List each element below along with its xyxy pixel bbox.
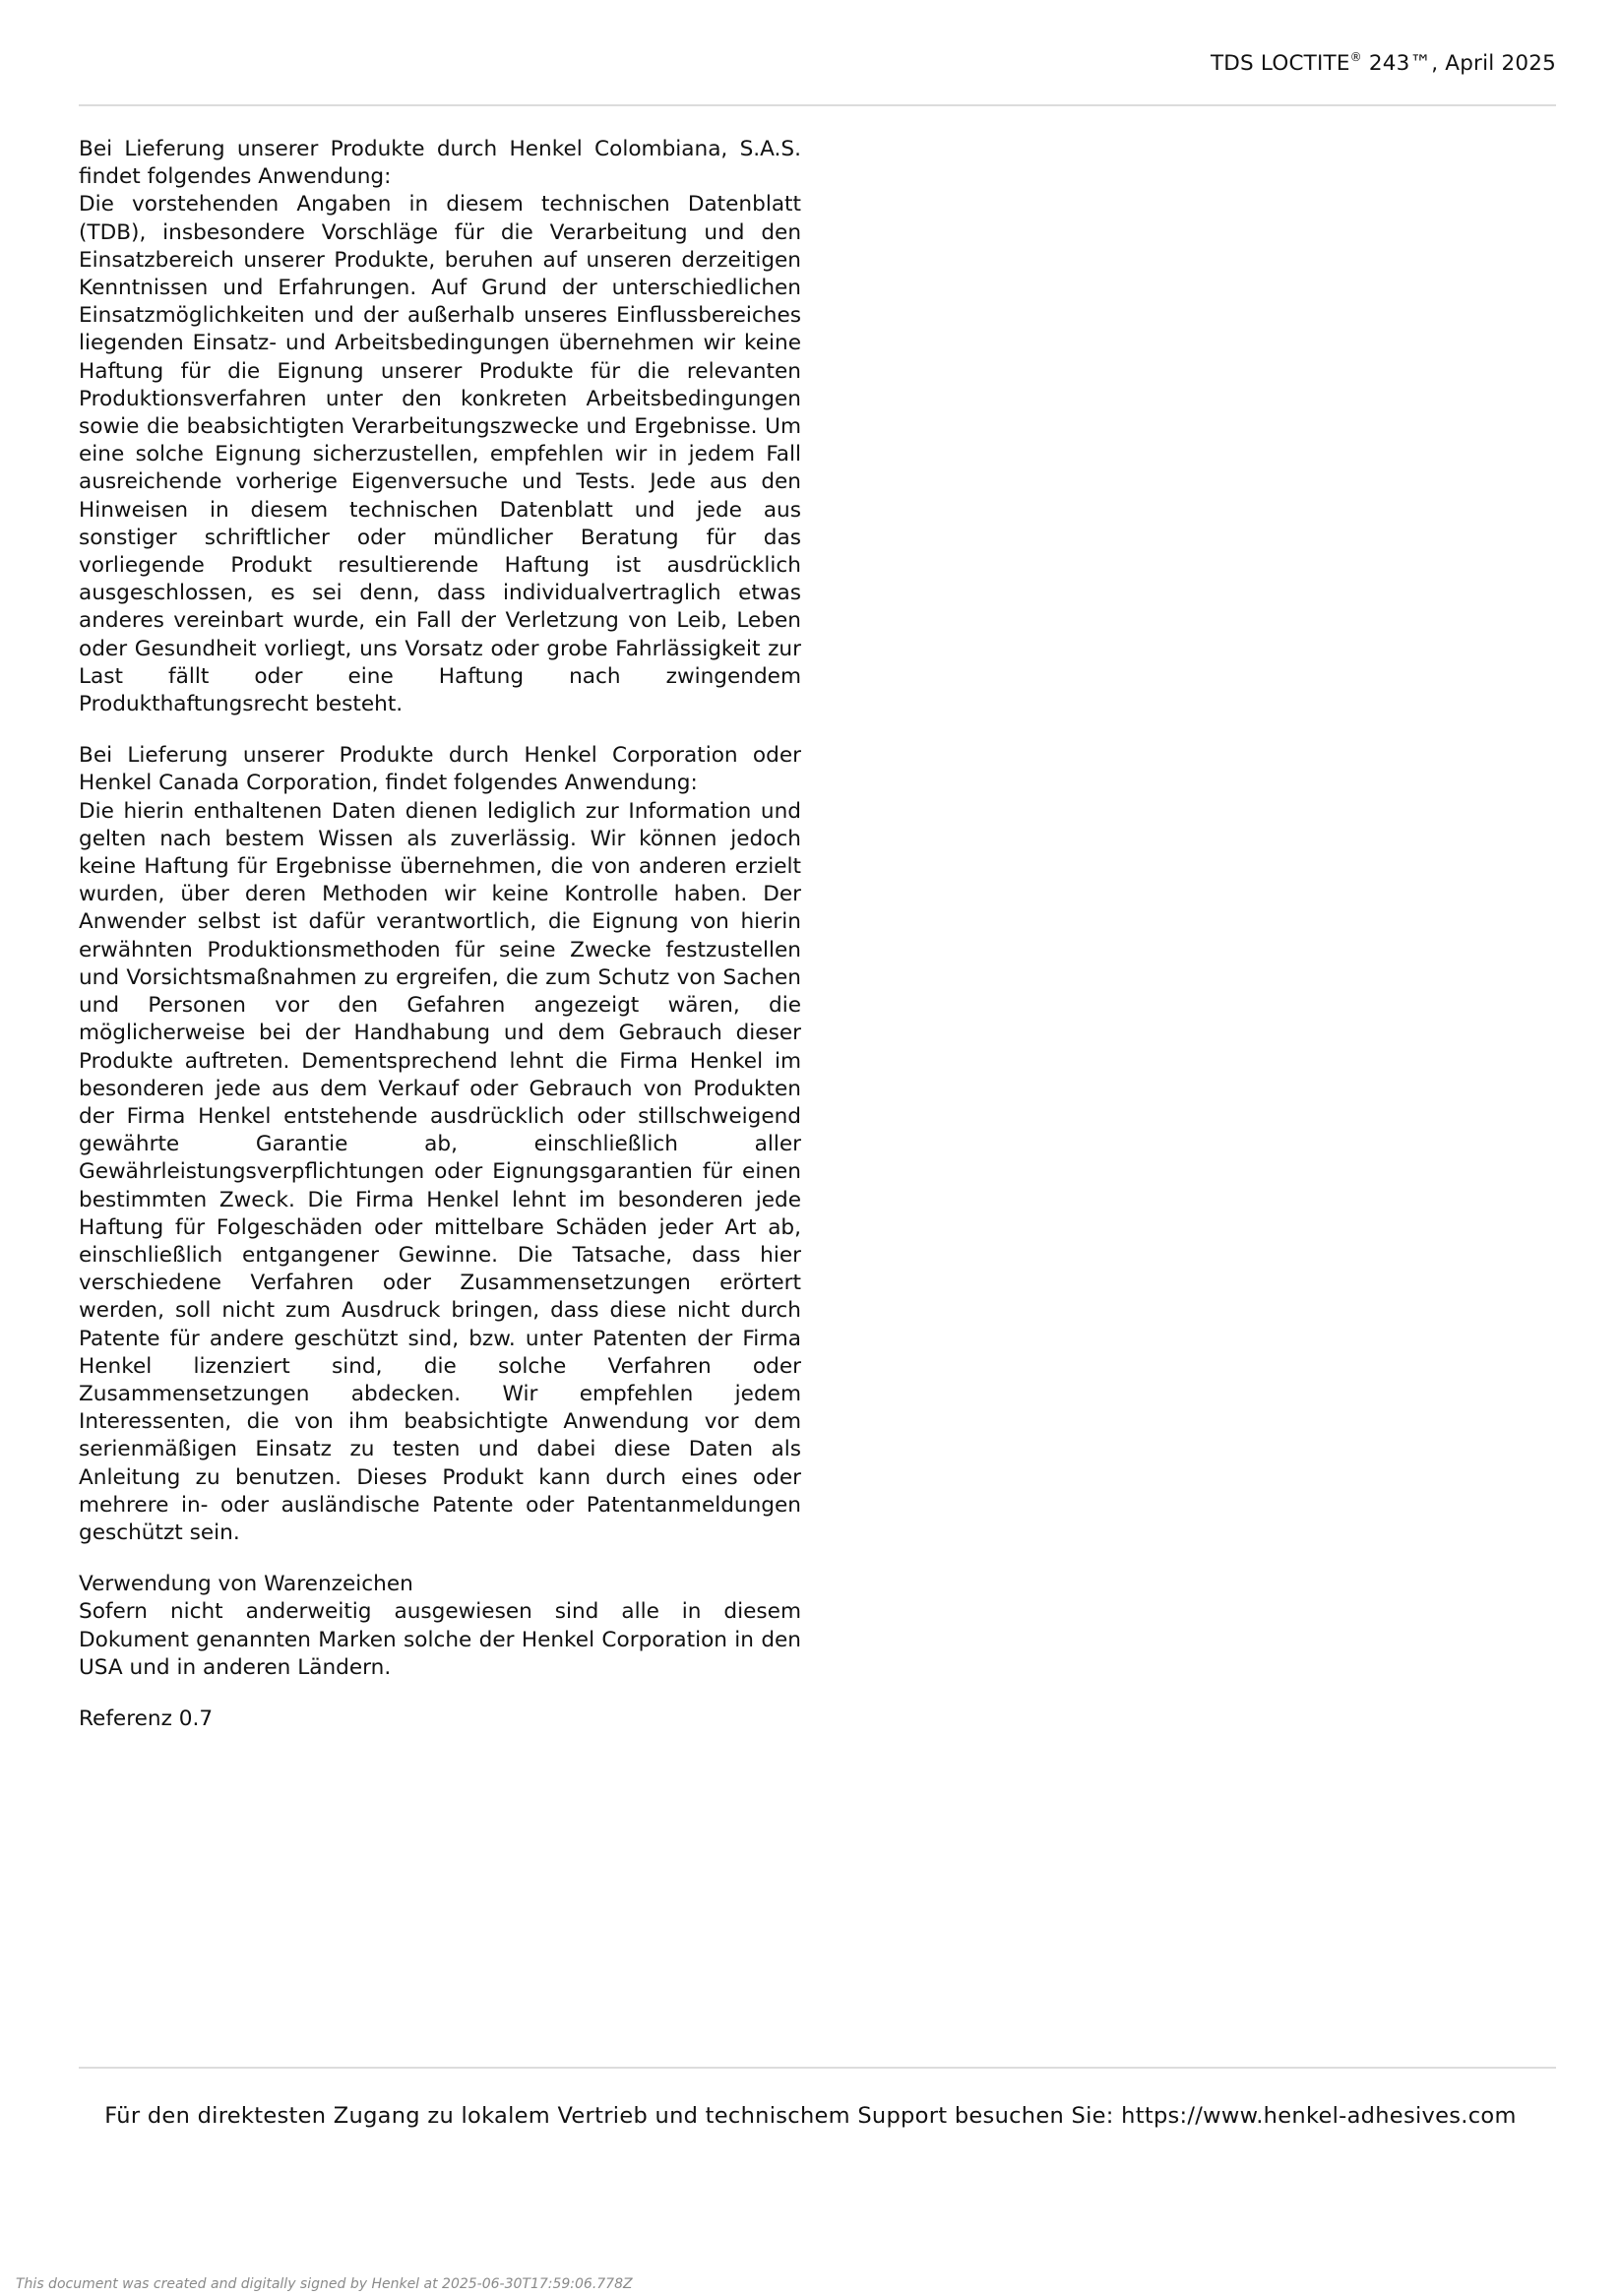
header-divider xyxy=(79,104,1556,106)
corporation-heading: Bei Lieferung unserer Produkte durch Henkel Corporation oder Henkel Canada Corporation, findet folgendes Anwendung: xyxy=(79,743,801,796)
registered-mark: ® xyxy=(1349,50,1362,64)
trademark-heading: Verwendung von Warenzeichen xyxy=(79,1572,413,1597)
reference-number: Referenz 0.7 xyxy=(79,1706,214,1731)
trademark-text: Sofern nicht anderweitig ausgewiesen sind alle in diesem Dokument genannten Marken solche der Henkel Corporation in den USA und in anderen Ländern. xyxy=(79,1599,801,1680)
footer-divider xyxy=(79,2067,1556,2069)
colombiana-text: Die vorstehenden Angaben in diesem technischen Datenblatt (TDB), insbesondere Vorschläge für die Verarbeitung und den Einsatzbereich unserer Produkte, beruhen auf unseren derzeitigen Kenntnissen und Erfahrungen. Auf Grund der unterschiedlichen Einsatzmöglichkeiten und der außerhalb unseres Einflussbereiches liegenden Einsatz- und Arbeitsbedingungen übernehmen wir keine Haftung für die Eignung unserer Produkte für die relevanten Produktionsverfahren unter den konkreten Arbeitsbedingungen sowie die beabsichtigten Verarbeitungszwecke und Ergebnisse. Um eine solche Eignung sicherzustellen, empfehlen wir in jedem Fall ausreichende vorherige Eigenversuche und Tests. Jede aus den Hinweisen in diesem technischen Datenblatt und jede aus sonstiger schriftlicher oder mündlicher Beratung für das vorliegende Produkt resultierende Haftung ist ausdrücklich ausgeschlossen, es sei denn, dass individualvertraglich etwas anderes vereinbart wurde, ein Fall der Verletzung von Leib, Leben oder Gesundheit vorliegt, uns Vorsatz oder grobe Fahrlässigkeit zur Last fällt oder eine Haftung nach zwingendem Produkthaftungsrecht besteht. xyxy=(79,192,801,717)
corporation-disclaimer xyxy=(79,742,801,1547)
colombiana-heading: Bei Lieferung unserer Produkte durch Henkel Colombiana, S.A.S. findet folgendes Anwendung: xyxy=(79,137,801,190)
title-prefix: TDS LOCTITE xyxy=(1210,51,1350,76)
colombiana-disclaimer xyxy=(79,136,801,718)
document-title xyxy=(1211,51,1556,76)
title-suffix: 243™, April 2025 xyxy=(1361,51,1556,76)
digital-signature-note: This document was created and digitally signed by Henkel at 2025-06-30T17:59:06.778Z xyxy=(16,2276,633,2292)
corporation-text: Die hierin enthaltenen Daten dienen lediglich zur Information und gelten nach bestem Wissen als zuverlässig. Wir können jedoch keine Haftung für Ergebnisse übernehmen, die von anderen erzielt wurden, über deren Methoden wir keine Kontrolle haben. Der Anwender selbst ist dafür verantwortlich, die Eignung von hierin erwähnten Produktionsmethoden für seine Zwecke festzustellen und Vorsichtsmaßnahmen zu ergreifen, die zum Schutz von Sachen und Personen vor den Gefahren angezeigt wären, die möglicherweise bei der Handhabung und dem Gebrauch dieser Produkte auftreten. Dementsprechend lehnt die Firma Henkel im besonderen jede aus dem Verkauf oder Gebrauch von Produkten der Firma Henkel entstehende ausdrücklich oder stillschweigend gewährte Garantie ab, einschließlich aller Gewährleistungsverpflichtungen oder Eignungsgarantien für einen bestimmten Zweck. Die Firma Henkel lehnt im besonderen jede Haftung für Folgeschäden oder mittelbare Schäden jeder Art ab, einschließlich entgangener Gewinne. Die Tatsache, dass hier verschiedene Verfahren oder Zusammensetzungen erörtert werden, soll nicht zum Ausdruck bringen, dass diese nicht durch Patente für andere geschützt sind, bzw. unter Patenten der Firma Henkel lizenziert sind, die solche Verfahren oder Zusammensetzungen abdecken. Wir empfehlen jedem Interessenten, die von ihm beabsichtigte Anwendung vor dem serienmäßigen Einsatz zu testen und dabei diese Daten als Anleitung zu benutzen. Dieses Produkt kann durch eines oder mehrere in- oder ausländische Patente oder Patentanmeldungen geschützt sein. xyxy=(79,798,801,1545)
reference-block xyxy=(79,1706,801,1733)
support-link-text: Für den direktesten Zugang zu lokalem Vertrieb und technischem Support besuchen Sie: https://www.henkel-adhesives.com xyxy=(104,2103,1517,2129)
disclaimer-column xyxy=(79,136,801,1757)
trademark-notice xyxy=(79,1571,801,1682)
